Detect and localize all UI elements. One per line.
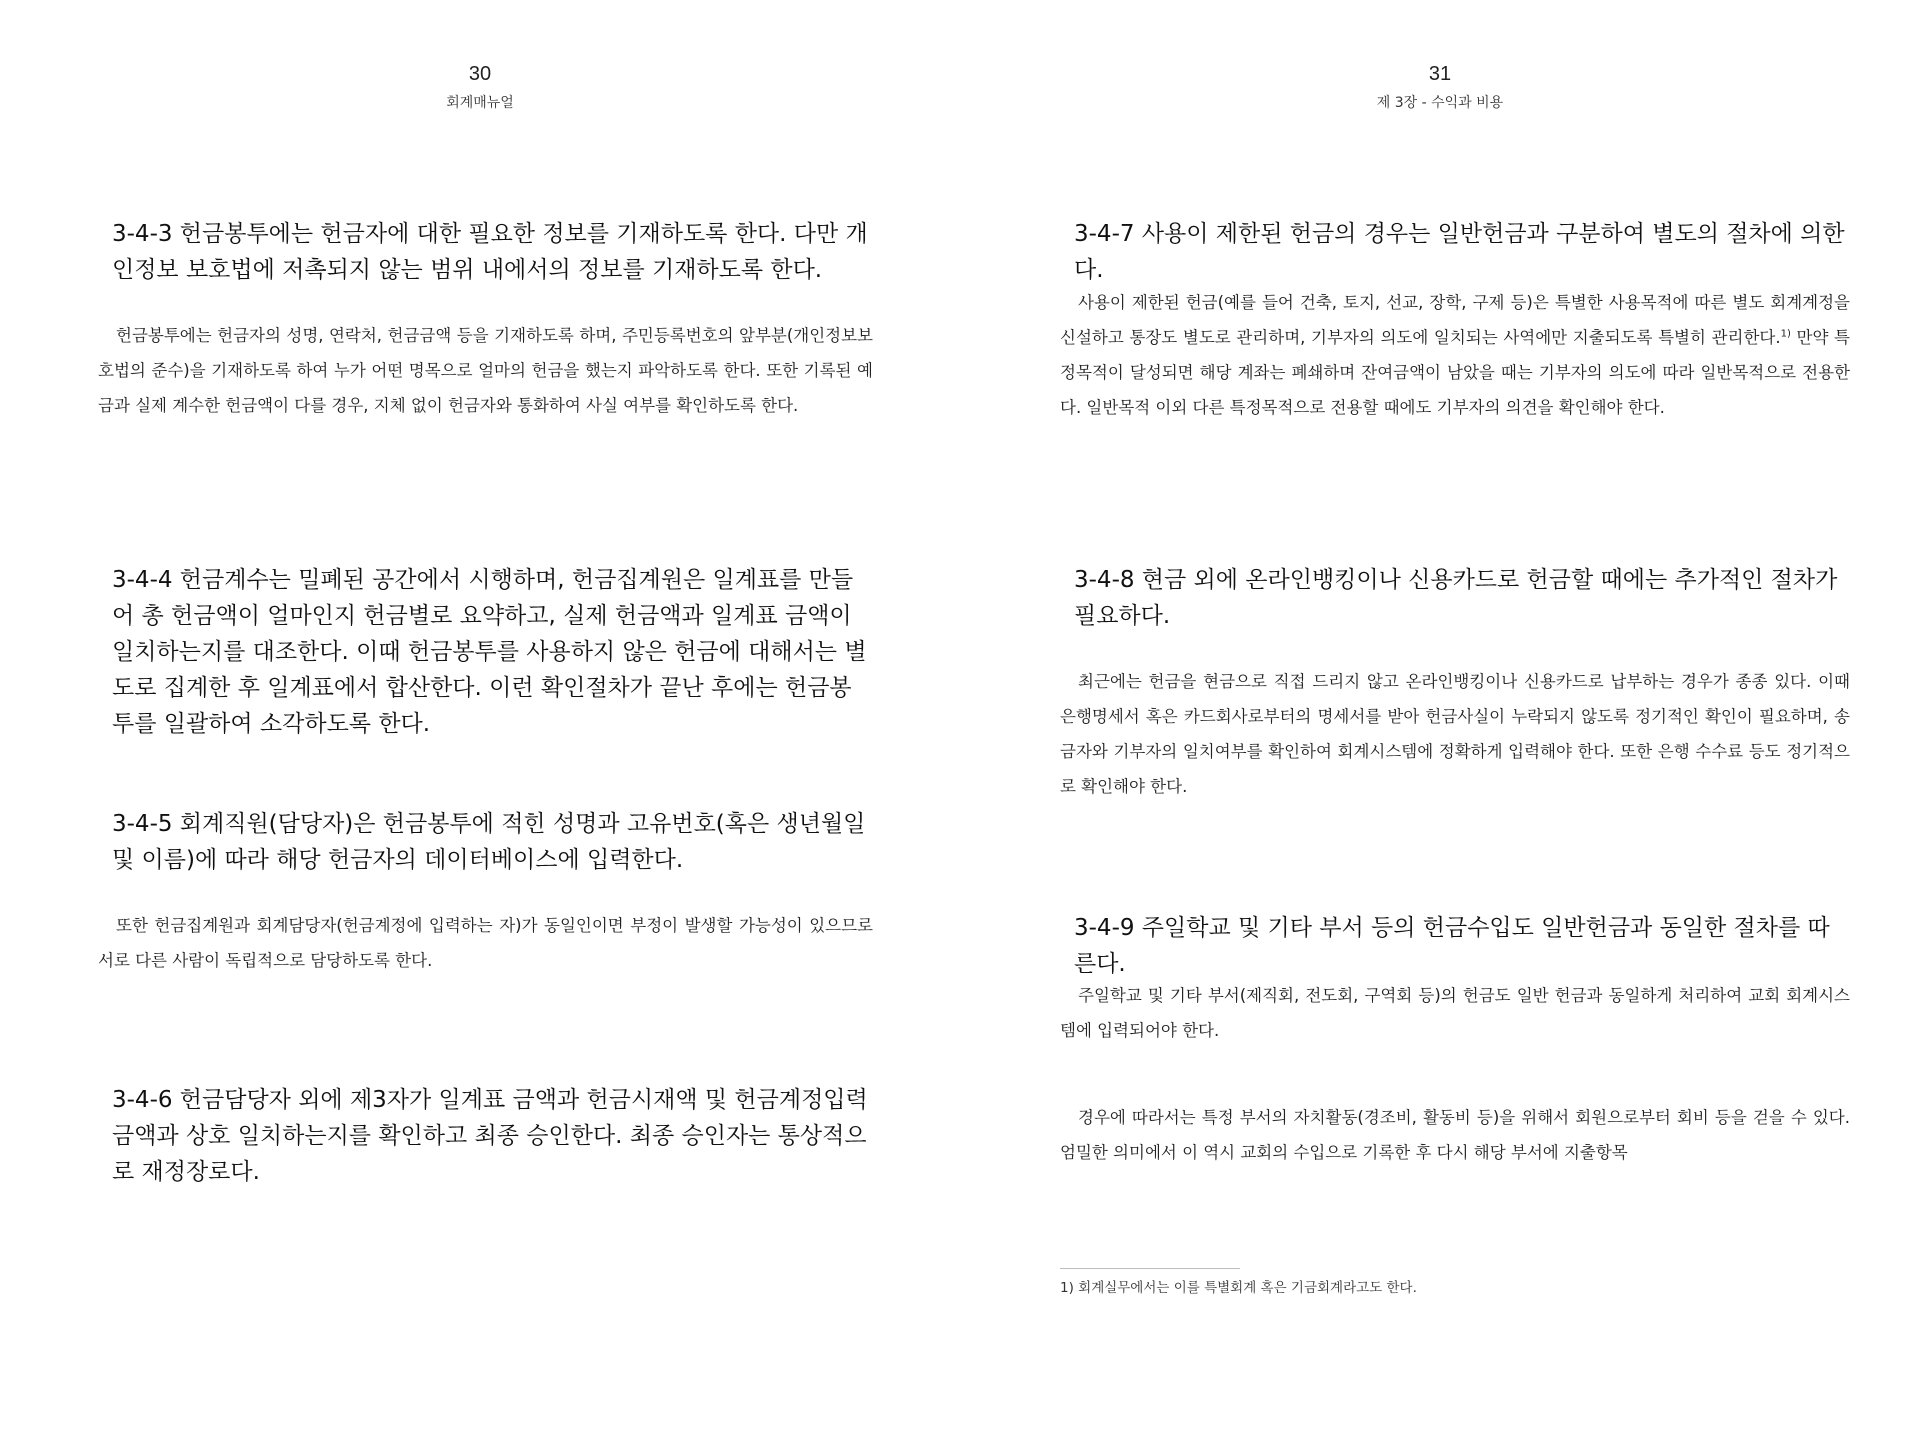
section-heading: 3-4-7 사용이 제한된 헌금의 경우는 일반헌금과 구분하여 별도의 절차에 의한다.	[1074, 221, 1845, 283]
section-3-4-3-body	[98, 318, 873, 423]
section-heading: 3-4-3 헌금봉투에는 헌금자에 대한 필요한 정보를 기재하도록 한다. 다만 개인정보 보호법에 저촉되지 않는 범위 내에서의 정보를 기재하도록 한다.	[112, 221, 868, 283]
page-number: 31	[1428, 63, 1452, 85]
section-heading: 3-4-4 헌금계수는 밀폐된 공간에서 시행하며, 헌금집계원은 일계표를 만들어 총 헌금액이 얼마인지 헌금별로 요약하고, 실제 헌금액과 일계표 금액이 일치하는지를 대조한다. 이때 헌금봉투를 사용하지 않은 헌금에 대해서는 별도로 집계한 후 일계표에서 합산한다. 이런 확인절차가 끝난 후에는 헌금봉투를 일괄하여 소각하도록 한다.	[112, 567, 867, 737]
section-3-4-6	[98, 1082, 873, 1190]
section-3-4-5	[98, 806, 873, 878]
footnote-reference[interactable]: 1)	[1780, 328, 1791, 340]
section-3-4-7-body	[1060, 285, 1850, 425]
section-paragraph: 또한 헌금집계원과 회계담당자(헌금계정에 입력하는 자)가 동일인이면 부정이 발생할 가능성이 있으므로 서로 다른 사람이 독립적으로 담당하도록 한다.	[98, 916, 873, 970]
page-number: 30	[468, 63, 492, 85]
running-head: 제 3장 - 수익과 비용	[1376, 95, 1504, 111]
section-paragraph: 헌금봉투에는 헌금자의 성명, 연락처, 헌금금액 등을 기재하도록 하며, 주민등록번호의 앞부분(개인정보보호법의 준수)을 기재하도록 하여 누가 어떤 명목으로 얼마의 헌금을 했는지 파악하도록 한다. 또한 기록된 예금과 실제 계수한 헌금액이 다를 경우, 지체 없이 헌금자와 통화하여 사실 여부를 확인하도록 한다.	[98, 326, 873, 415]
paragraph-text: 만약 특정목적이 달성되면 해당 계좌는 폐쇄하며 잔여금액이 남았을 때는 기부자의 의도에 따라 일반목적으로 전용한다. 일반목적 이외 다른 특정목적으로 전용할 때에도 기부자의 의견을 확인해야 한다.	[1060, 328, 1850, 417]
section-3-4-9-body-2	[1060, 1100, 1850, 1170]
section-heading: 3-4-8 현금 외에 온라인뱅킹이나 신용카드로 헌금할 때에는 추가적인 절차가 필요하다.	[1074, 567, 1838, 629]
section-3-4-9	[1060, 910, 1850, 982]
section-paragraph	[1060, 285, 1850, 425]
section-3-4-4	[98, 562, 873, 742]
running-head: 회계매뉴얼	[446, 95, 514, 111]
footnote: 1) 회계실무에서는 이를 특별회계 혹은 기금회계라고도 한다.	[1060, 1280, 1417, 1296]
section-3-4-3	[98, 216, 873, 288]
section-heading: 3-4-9 주일학교 및 기타 부서 등의 헌금수입도 일반헌금과 동일한 절차를 따른다.	[1074, 915, 1830, 977]
section-3-4-8-body	[1060, 664, 1850, 804]
footnote-divider	[1060, 1268, 1240, 1269]
right-page-header	[960, 62, 1920, 112]
section-3-4-7	[1060, 216, 1850, 288]
section-3-4-8	[1060, 562, 1850, 634]
section-heading: 3-4-5 회계직원(담당자)은 헌금봉투에 적힌 성명과 고유번호(혹은 생년월일 및 이름)에 따라 해당 헌금자의 데이터베이스에 입력한다.	[112, 811, 866, 873]
section-paragraph: 최근에는 헌금을 현금으로 직접 드리지 않고 온라인뱅킹이나 신용카드로 납부하는 경우가 종종 있다. 이때 은행명세서 혹은 카드회사로부터의 명세서를 받아 헌금사실이 누락되지 않도록 정기적인 확인이 필요하며, 송금자와 기부자의 일치여부를 확인하여 회계시스템에 정확하게 입력해야 한다. 또한 은행 수수료 등도 정기적으로 확인해야 한다.	[1060, 672, 1850, 796]
left-page-header	[0, 62, 960, 112]
section-3-4-9-body	[1060, 978, 1850, 1048]
paragraph-text: 사용이 제한된 헌금(예를 들어 건축, 토지, 선교, 장학, 구제 등)은 특별한 사용목적에 따른 별도 회계계정을 신설하고 통장도 별도로 관리하며, 기부자의 의도에 일치되는 사역에만 지출되도록 특별히 관리한다.	[1060, 293, 1850, 347]
section-paragraph: 주일학교 및 기타 부서(제직회, 전도회, 구역회 등)의 헌금도 일반 헌금과 동일하게 처리하여 교회 회계시스템에 입력되어야 한다.	[1060, 986, 1850, 1040]
section-heading: 3-4-6 헌금담당자 외에 제3자가 일계표 금액과 헌금시재액 및 헌금계정입력금액과 상호 일치하는지를 확인하고 최종 승인한다. 최종 승인자는 통상적으로 재정장로다.	[112, 1087, 868, 1185]
section-paragraph: 경우에 따라서는 특정 부서의 자치활동(경조비, 활동비 등)을 위해서 회원으로부터 회비 등을 걷을 수 있다. 엄밀한 의미에서 이 역시 교회의 수입으로 기록한 후 다시 해당 부서에 지출항목	[1060, 1108, 1850, 1162]
section-3-4-5-body	[98, 908, 873, 978]
